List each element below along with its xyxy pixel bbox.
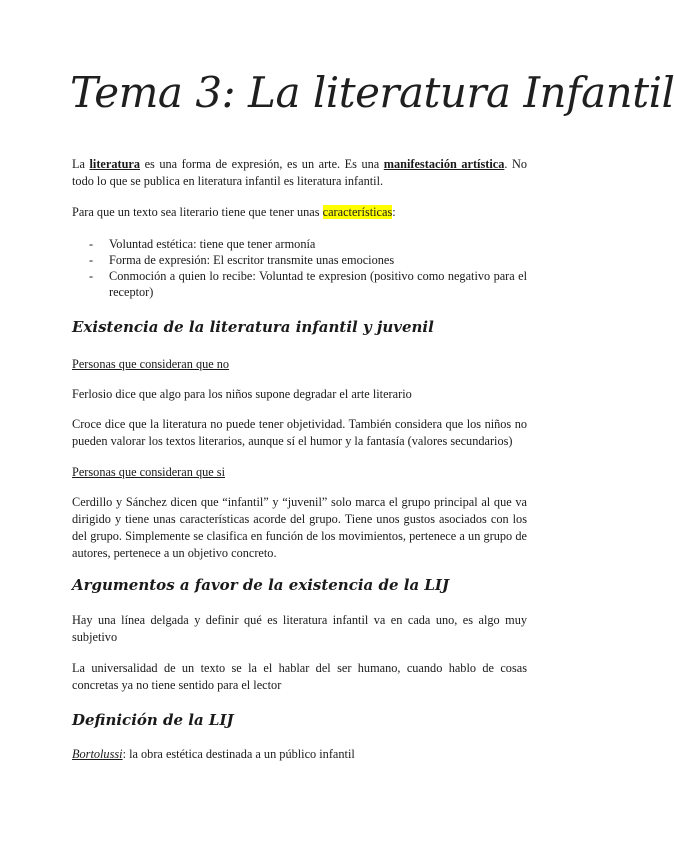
argumentos-paragraph-2: La universalidad de un texto se la el hablar del ser humano, cuando hablo de cosas concretas ya no tiene sentido para el lector (72, 661, 527, 692)
subheading-no-text: Personas que consideran que no (72, 357, 230, 371)
characteristics-end: : (392, 205, 396, 219)
intro-text-2: es una forma de expresión, es un arte. Es una (140, 157, 384, 171)
argumentos-paragraph-1: Hay una línea delgada y definir qué es literatura infantil va en cada uno, es algo muy subjetivo (72, 613, 527, 644)
intro-paragraph (72, 156, 527, 190)
characteristics-list (72, 236, 527, 300)
intro-bold-manifestacion: manifestación artística (383, 157, 505, 171)
ferlosio-paragraph: Ferlosio dice que algo para los niños supone degradar el arte literario (72, 387, 412, 401)
section-heading-existencia: Existencia de la literatura infantil y juvenil (72, 318, 434, 336)
list-item (72, 236, 527, 252)
subheading-si-text: Personas que consideran que si (72, 465, 225, 479)
section-heading-argumentos: Argumentos a favor de la existencia de la LIJ (72, 576, 450, 594)
definicion-paragraph (72, 746, 527, 763)
list-item (72, 268, 527, 300)
croce-paragraph: Croce dice que la literatura no puede tener objetividad. También considera que los niños no pueden valorar los textos literarios, aunque sí el humor y la fantasía (valores secundarios) (72, 417, 527, 448)
list-item-text: Forma de expresión: El escritor transmite unas emociones (109, 253, 395, 267)
intro-text-3: . No todo lo que se publica en literatura infantil es literatura infantil. (72, 157, 527, 188)
subheading-no (72, 356, 527, 373)
bullet-dash: - (89, 253, 94, 267)
intro-bold-literatura: literatura (89, 157, 141, 171)
list-item-text: Conmoción a quien lo recibe: Voluntad te expresion (positivo como negativo para el receptor) (109, 269, 527, 299)
page-title: Tema 3: La literatura Infantil (70, 68, 674, 117)
characteristics-text: Para que un texto sea literario tiene que tener unas (72, 205, 323, 219)
subheading-si (72, 464, 527, 481)
characteristics-paragraph (72, 204, 527, 221)
bullet-dash: - (89, 269, 94, 283)
list-item (72, 252, 527, 268)
bullet-dash: - (89, 237, 94, 251)
intro-text-1: La (72, 157, 90, 171)
characteristics-highlight: características (322, 205, 393, 219)
list-item-text: Voluntad estética: tiene que tener armonía (109, 237, 316, 251)
section-heading-definicion: Definición de la LIJ (72, 711, 234, 729)
cerdillo-paragraph: Cerdillo y Sánchez dicen que “infantil” y “juvenil” solo marca el grupo principal al que va dirigido y tiene unas características acorde del grupo. Tiene unos gustos asociados con los del grupo. Simplemente se clasifica en función de los movimientos, pertenece a un grupo de autores, pertenece a un objetivo concreto. (72, 495, 527, 560)
definicion-text: : la obra estética destinada a un público infantil (122, 747, 355, 761)
author-bortolussi: Bortolussi (72, 747, 123, 761)
